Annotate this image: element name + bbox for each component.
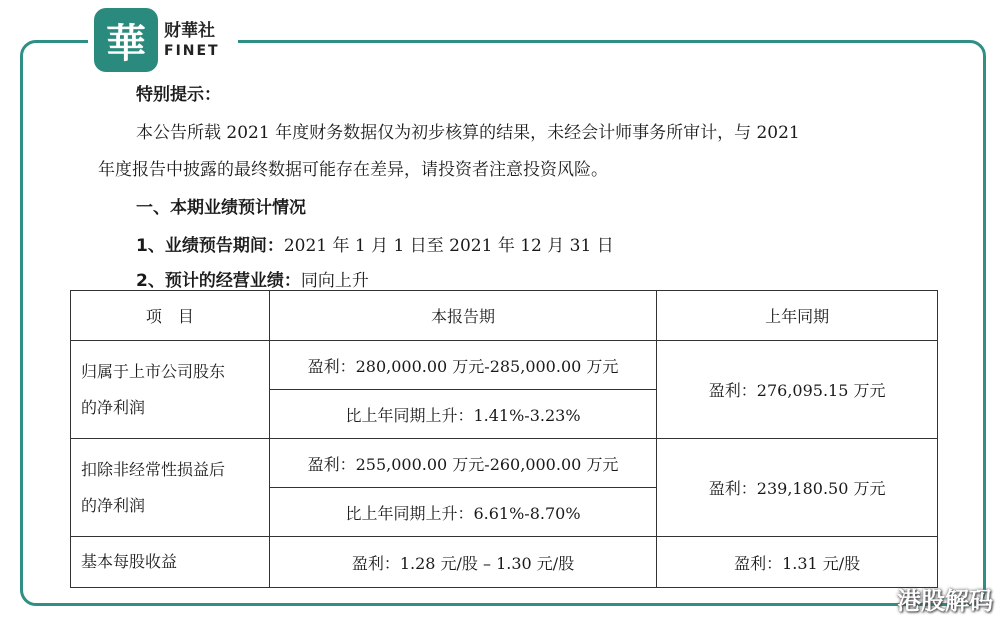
adjusted-profit-current: 盈利：255,000.00 万元-260,000.00 万元 — [269, 439, 657, 488]
header-item: 项 目 — [71, 291, 270, 341]
row-adjusted-profit-item — [71, 439, 270, 537]
net-profit-change: 比上年同期上升：1.41%-3.23% — [269, 390, 657, 439]
header-current-period: 本报告期 — [269, 291, 657, 341]
net-profit-previous: 盈利：276,095.15 万元 — [657, 341, 938, 439]
header-previous-period: 上年同期 — [657, 291, 938, 341]
table-header-row — [71, 291, 938, 341]
table-row — [71, 537, 938, 588]
finet-logo — [88, 8, 238, 72]
logo-cn-name: 财華社 — [164, 20, 215, 41]
forecast-result — [136, 266, 369, 291]
finet-logo-badge: 華 — [94, 8, 158, 72]
row-net-profit-item — [71, 341, 270, 439]
eps-current: 盈利：1.28 元/股 – 1.30 元/股 — [269, 537, 657, 588]
section-title: 一、本期业绩预计情况 — [136, 198, 306, 218]
adjusted-profit-previous: 盈利：239,180.50 万元 — [657, 439, 938, 537]
finet-logo-text — [164, 20, 220, 59]
adjusted-profit-change: 比上年同期上升：6.61%-8.70% — [269, 488, 657, 537]
forecast-period — [136, 231, 614, 256]
forecast-result-value: 同向上升 — [300, 271, 369, 291]
watermark: 港股解码 — [897, 587, 993, 615]
notice-heading: 特别提示： — [136, 85, 221, 105]
table-row — [71, 341, 938, 390]
eps-previous: 盈利：1.31 元/股 — [657, 537, 938, 588]
forecast-period-value: 2021 年 1 月 1 日至 2021 年 12 月 31 日 — [283, 236, 614, 256]
item-line-1: 归属于上市公司股东 — [81, 361, 226, 381]
net-profit-current: 盈利：280,000.00 万元-285,000.00 万元 — [269, 341, 657, 390]
logo-en-name: FINET — [164, 42, 220, 59]
item-line-2: 的净利润 — [81, 495, 146, 515]
notice-line-2: 年度报告中披露的最终数据可能存在差异，请投资者注意投资风险。 — [98, 160, 608, 180]
forecast-period-label: 1、业绩预告期间： — [136, 236, 284, 256]
item-line-2: 的净利润 — [81, 397, 146, 417]
forecast-table — [70, 290, 938, 588]
forecast-result-label: 2、预计的经营业绩： — [136, 271, 301, 291]
row-eps-item: 基本每股收益 — [71, 537, 270, 588]
table-row — [71, 439, 938, 488]
notice-line-1: 本公告所载 2021 年度财务数据仅为初步核算的结果，未经会计师事务所审计，与 2021 — [136, 123, 800, 143]
item-line-1: 扣除非经常性损益后 — [81, 459, 226, 479]
